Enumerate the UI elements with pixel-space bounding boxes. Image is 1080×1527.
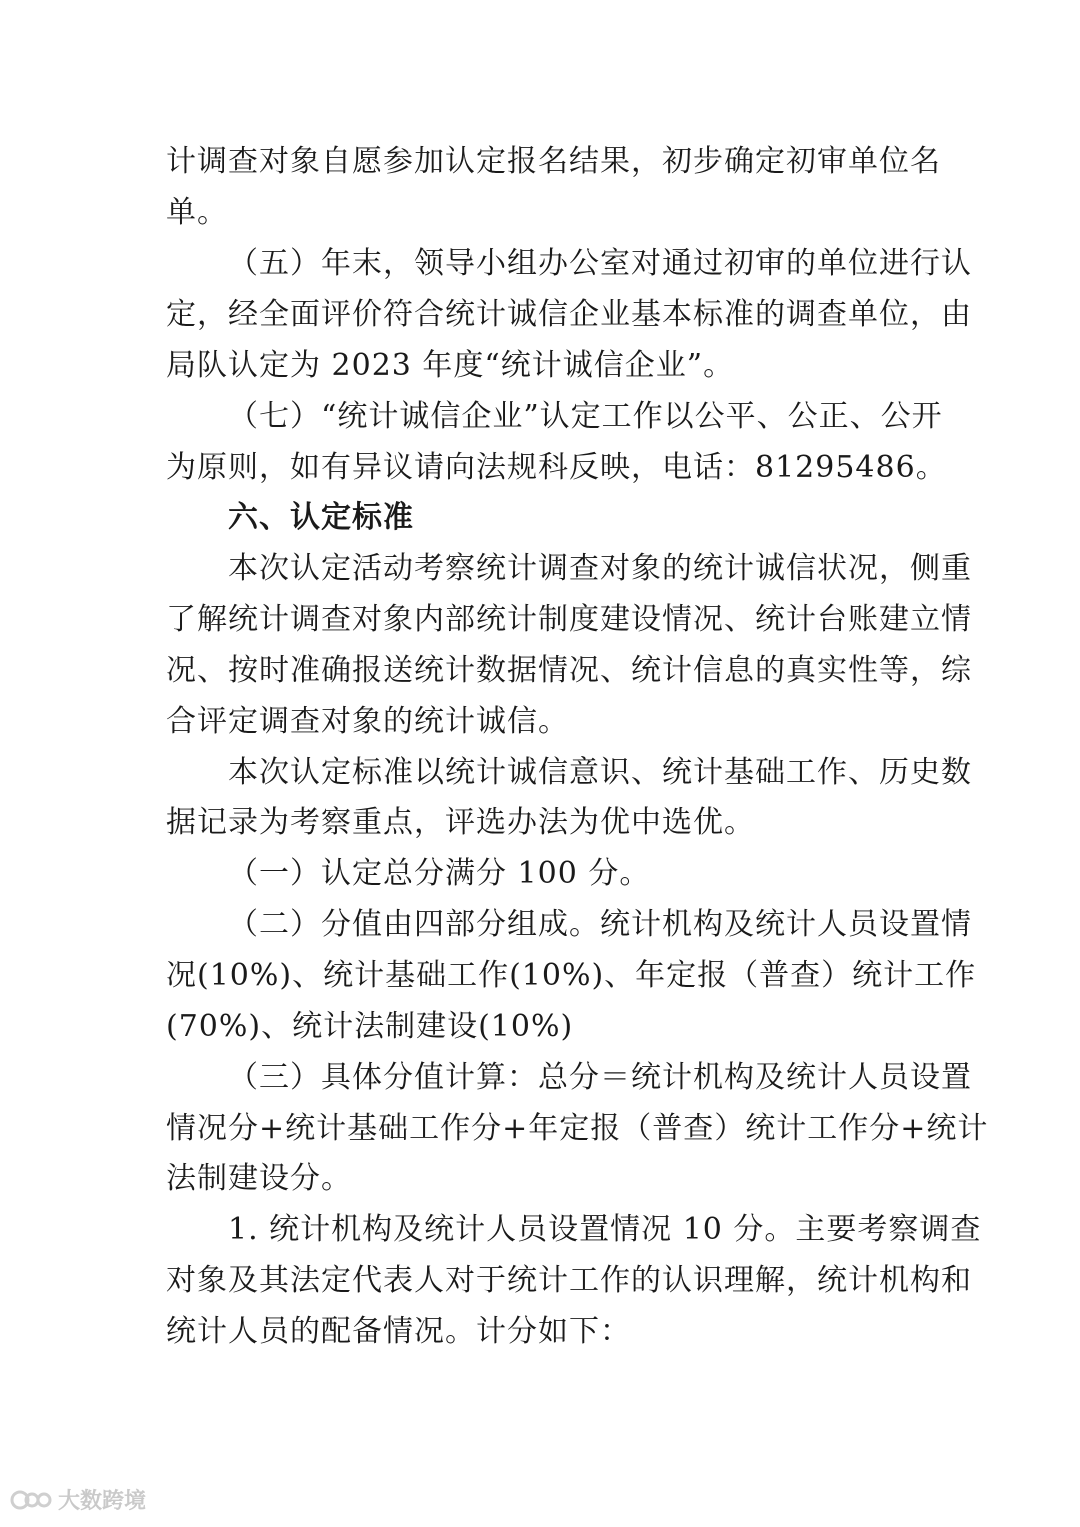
body-line: 据记录为考察重点，评选办法为优中选优。 (166, 805, 755, 840)
watermark-text: 大数跨境 (58, 1489, 147, 1514)
body-line: 对象及其法定代表人对于统计工作的认识理解，统计机构和 (166, 1263, 972, 1298)
body-line: 计调查对象自愿参加认定报名结果，初步确定初审单位名 (166, 144, 941, 179)
body-line: （三）具体分值计算：总分＝统计机构及统计人员设置 (228, 1060, 972, 1095)
body-line: （二）分值由四部分组成。统计机构及统计人员设置情 (228, 907, 972, 942)
body-line: 本次认定活动考察统计调查对象的统计诚信状况，侧重 (228, 551, 972, 586)
body-line: (70%)、统计法制建设(10%) (166, 1009, 574, 1044)
body-line: （一）认定总分满分 100 分。 (228, 856, 651, 891)
body-line: 况(10%)、统计基础工作(10%)、年定报（普查）统计工作 (166, 958, 977, 993)
body-line: 为原则，如有异议请向法规科反映，电话：81295486。 (166, 450, 947, 485)
dashuju-logo-icon (10, 1486, 54, 1514)
body-line: 本次认定标准以统计诚信意识、统计基础工作、历史数 (228, 755, 972, 790)
body-line: 合评定调查对象的统计诚信。 (166, 704, 569, 739)
body-line: 法制建设分。 (166, 1161, 352, 1196)
body-line: 了解统计调查对象内部统计制度建设情况、统计台账建立情 (166, 602, 972, 637)
body-line: （七）“统计诚信企业”认定工作以公平、公正、公开 (228, 399, 943, 434)
body-line: 1. 统计机构及统计人员设置情况 10 分。主要考察调查 (228, 1212, 982, 1247)
watermark (10, 1484, 146, 1515)
body-line: （五）年末，领导小组办公室对通过初审的单位进行认 (228, 246, 972, 281)
body-line: 情况分+统计基础工作分+年定报（普查）统计工作分+统计 (166, 1111, 989, 1146)
body-line: 单。 (166, 195, 228, 230)
body-line: 统计人员的配备情况。计分如下： (166, 1314, 631, 1349)
body-line: 局队认定为 2023 年度“统计诚信企业”。 (166, 348, 735, 383)
body-line: 况、按时准确报送统计数据情况、统计信息的真实性等，综 (166, 653, 972, 688)
body-line: 定，经全面评价符合统计诚信企业基本标准的调查单位，由 (166, 297, 972, 332)
section-heading: 六、认定标准 (228, 500, 414, 535)
